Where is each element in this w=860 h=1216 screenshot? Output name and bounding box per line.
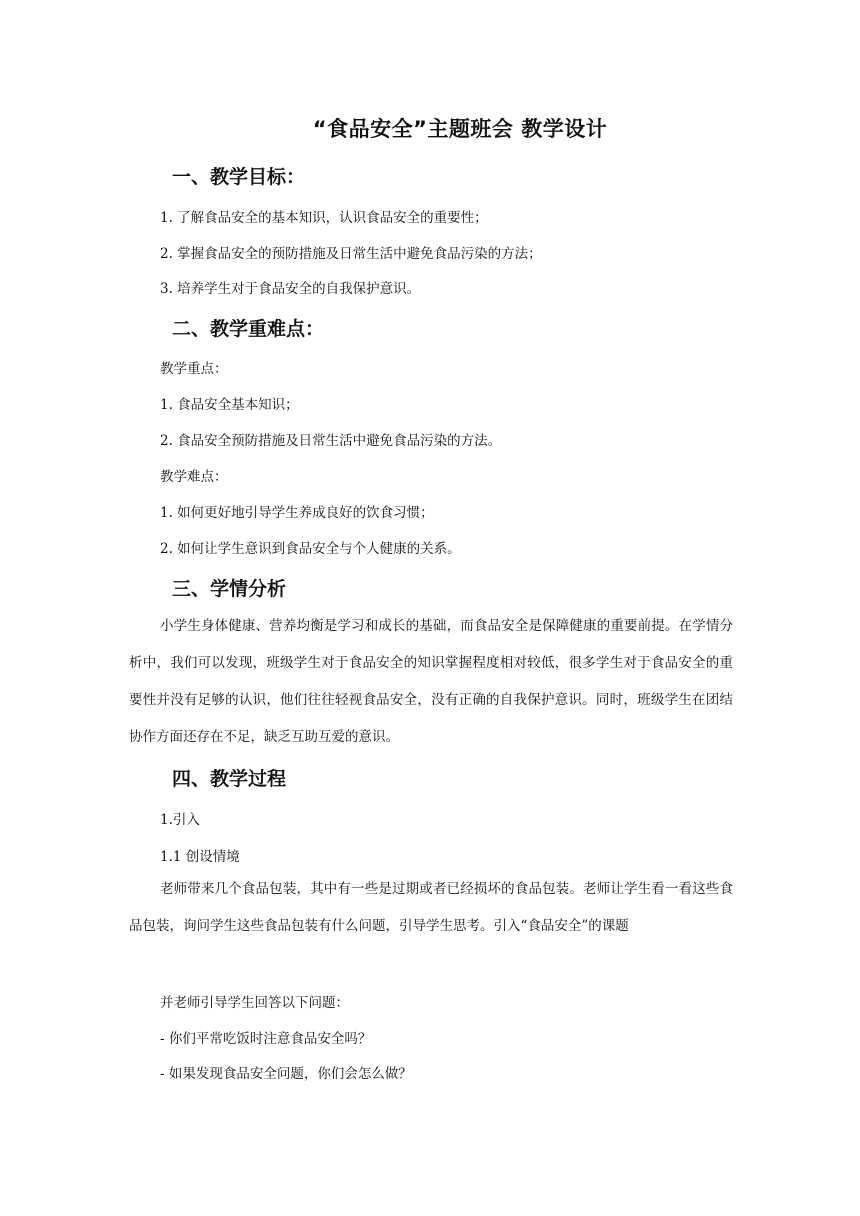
- process-substep-heading: 1.1 创设情境: [160, 849, 240, 865]
- process-prompt: 并老师引导学生回答以下问题：: [160, 995, 349, 1011]
- key-point-item: 1. 食品安全基本知识；: [160, 397, 299, 413]
- key-point-item: 2. 食品安全预防措施及日常生活中避免食品污染的方法。: [160, 433, 502, 449]
- question-item: - 如果发现食品安全问题，你们会怎么做？: [160, 1066, 412, 1082]
- section-heading-analysis: 三、学情分析: [172, 578, 287, 600]
- objective-item: 2. 掌握食品安全的预防措施及日常生活中避免食品污染的方法；: [160, 246, 542, 262]
- difficult-point-item: 1. 如何更好地引导学生养成良好的饮食习惯；: [160, 505, 434, 521]
- section-heading-objectives: 一、教学目标：: [172, 166, 306, 188]
- analysis-paragraph: 小学生身体健康、营养均衡是学习和成长的基础，而食品安全是保障健康的重要前提。在学情分析中，我们可以发现，班级学生对于食品安全的知识掌握程度相对较低，很多学生对于食品安全的重要性并没有足够的认识，他们往往轻视食品安全，没有正确的自我保护意识。同时，班级学生在团结协作方面还存在不足，缺乏互助互爱的意识。: [129, 618, 733, 745]
- key-points-label: 教学重点：: [160, 361, 228, 377]
- objective-item: 3. 培养学生对于食品安全的自我保护意识。: [160, 281, 421, 297]
- section-heading-process: 四、教学过程: [172, 768, 287, 790]
- document-title: “食品安全”主题班会 教学设计: [312, 117, 608, 141]
- question-item: - 你们平常吃饭时注意食品安全吗？: [160, 1031, 372, 1047]
- process-step-heading: 1.引入: [160, 812, 200, 828]
- objective-item: 1. 了解食品安全的基本知识，认识食品安全的重要性；: [160, 210, 488, 226]
- section-heading-key-points: 二、教学重难点：: [172, 318, 325, 340]
- difficult-point-item: 2. 如何让学生意识到食品安全与个人健康的关系。: [160, 541, 461, 557]
- difficult-points-label: 教学难点：: [160, 469, 228, 485]
- process-paragraph: 老师带来几个食品包装，其中有一些是过期或者已经损坏的食品包装。老师让学生看一看这些食品包装，询问学生这些食品包装有什么问题，引导学生思考。引入“食品安全”的课题: [129, 881, 733, 934]
